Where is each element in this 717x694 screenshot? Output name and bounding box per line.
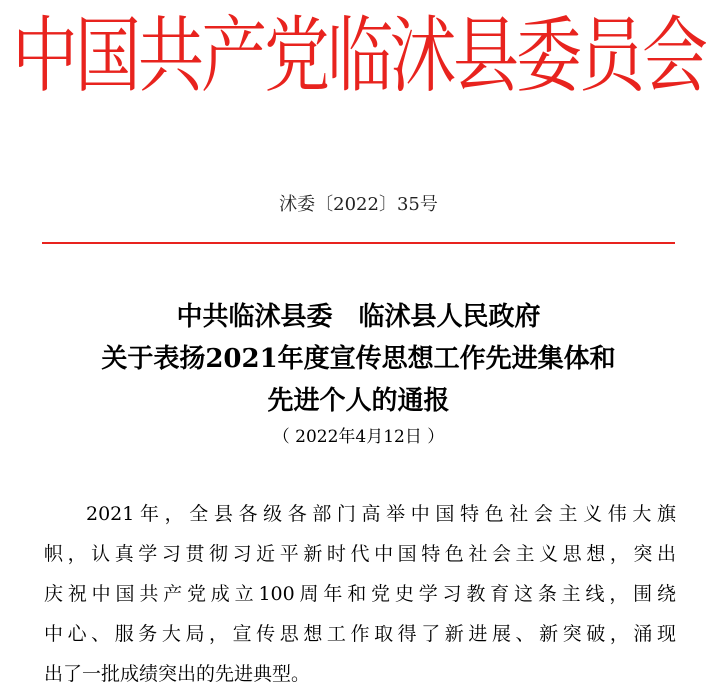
notice-title-line: 中共临沭县委 临沭县人民政府 — [176, 302, 541, 332]
body-paragraph — [44, 494, 676, 694]
notice-title-line: 先进个人的通报 — [267, 386, 450, 416]
document-number: 沭委〔2022〕35号 — [279, 194, 438, 215]
issuer-header: 中国共产党临沭县委员会 — [12, 7, 705, 104]
notice-title-line: 关于表扬2021年度宣传思想工作先进集体和 — [101, 344, 616, 374]
notice-date: （ 2022年4月12日 ） — [272, 427, 445, 447]
paragraph-line: 帜，认真学习贯彻习近平新时代中国特色社会主义思想，突出 — [44, 543, 676, 565]
notice-title — [0, 296, 717, 422]
paragraph-line: 2021年，全县各级各部门高举中国特色社会主义伟大旗 — [86, 503, 676, 525]
paragraph-line: 庆祝中国共产党成立100周年和党史学习教育这条主线，围绕 — [44, 583, 676, 605]
paragraph-line: 中心、服务大局，宣传思想工作取得了新进展、新突破，涌现 — [44, 623, 676, 645]
paragraph-line: 出了一批成绩突出的先进典型。 — [44, 663, 311, 685]
red-divider-line — [42, 242, 675, 244]
